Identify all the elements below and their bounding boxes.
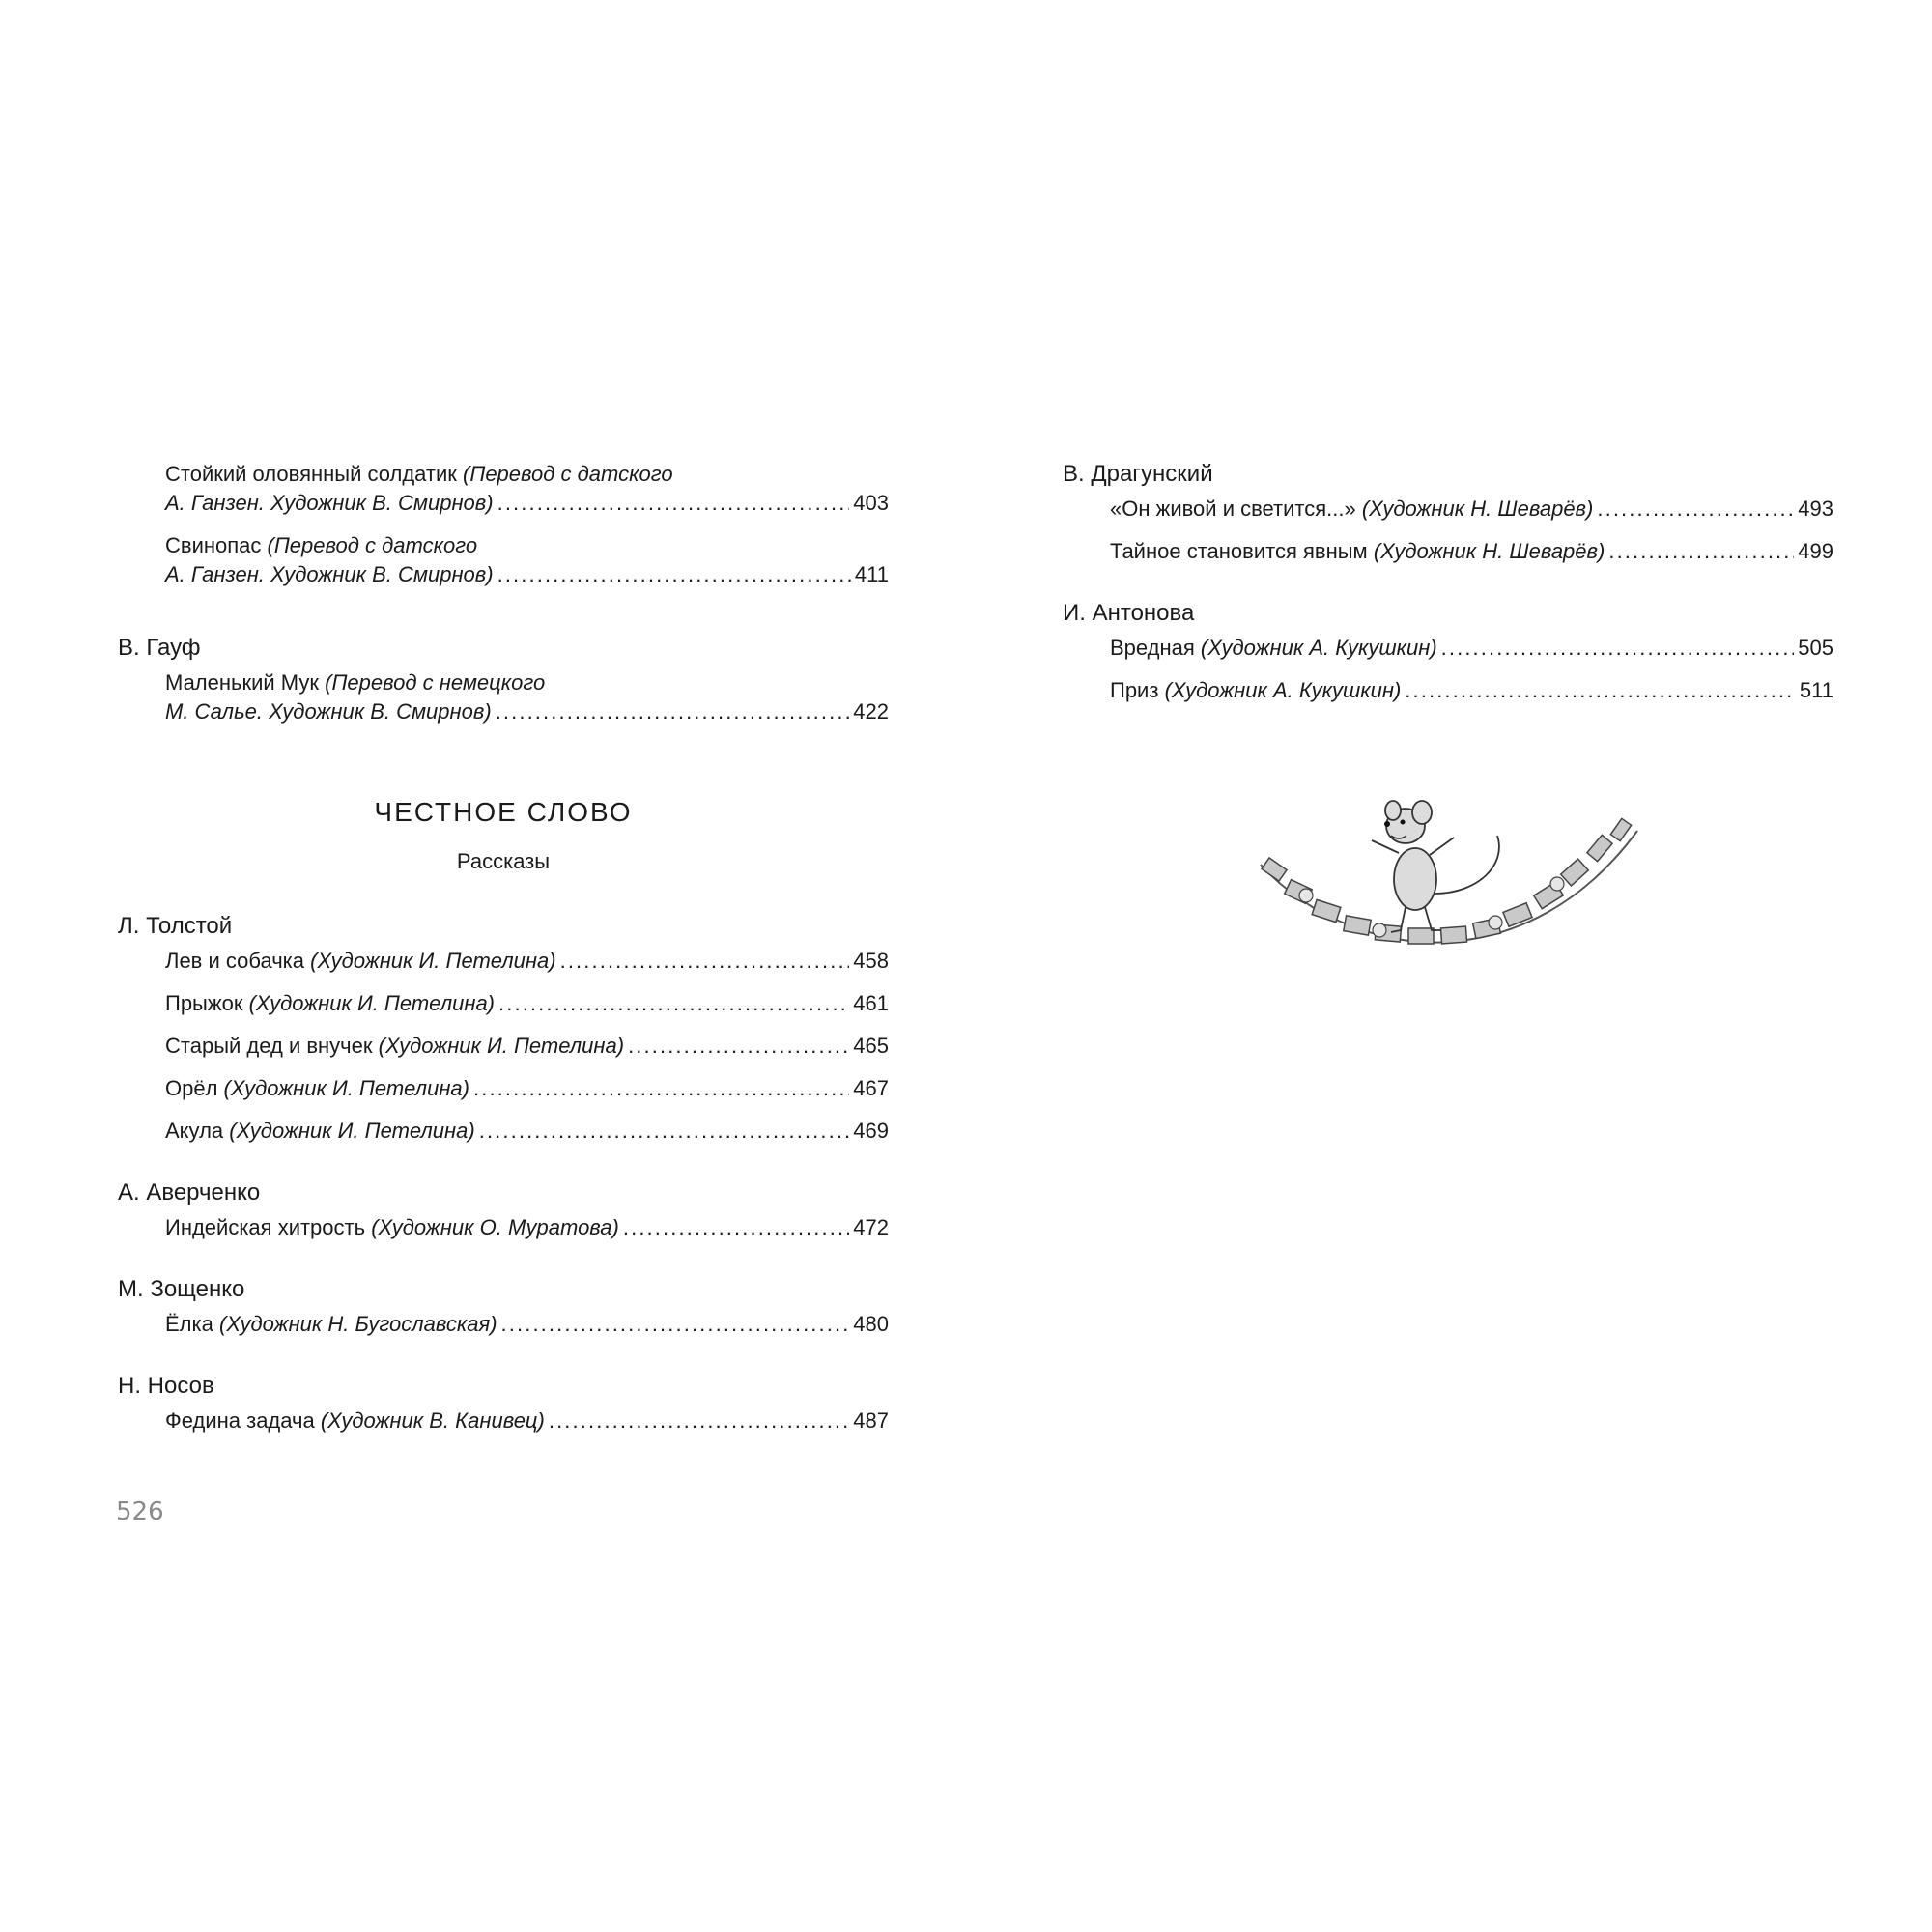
entry-note: (Художник В. Канивец)	[320, 1408, 545, 1433]
leader-dots	[628, 1032, 849, 1061]
entry-page: 422	[853, 699, 889, 724]
entry-note: (Художник А. Кукушкин)	[1200, 636, 1437, 660]
toc-entry[interactable]	[1110, 676, 1833, 705]
leader-dots	[501, 1310, 850, 1339]
author-name: Л. Толстой	[118, 913, 233, 939]
author-name: Н. Носов	[118, 1373, 214, 1399]
entry-title: Свинопас	[165, 533, 262, 557]
author-name: В. Гауф	[118, 635, 201, 661]
entry-title: Орёл	[165, 1076, 218, 1100]
section-subtitle: Рассказы	[456, 849, 551, 873]
toc-entry[interactable]	[165, 531, 889, 589]
entry-title: Федина задача	[165, 1408, 315, 1433]
entry-page: 487	[853, 1408, 889, 1433]
leader-dots	[479, 1117, 850, 1146]
toc-block-antonova	[1063, 599, 1833, 705]
entry-page: 480	[853, 1312, 889, 1336]
leader-dots	[623, 1213, 849, 1242]
toc-entry[interactable]	[165, 1310, 889, 1339]
author-name: В. Драгунский	[1063, 461, 1213, 487]
entry-page: 458	[853, 949, 889, 973]
toc-entry[interactable]	[165, 1213, 889, 1242]
leader-dots	[473, 1074, 849, 1103]
entry-page: 511	[1799, 678, 1833, 702]
leader-dots	[1597, 495, 1794, 524]
entry-note: (Перевод с датского	[267, 533, 478, 557]
toc-block-dragunsky	[1063, 460, 1833, 566]
leader-dots	[497, 560, 851, 589]
entry-page: 465	[853, 1034, 889, 1058]
toc-entry[interactable]	[165, 1032, 889, 1061]
page-number: 526	[116, 1497, 164, 1526]
toc-entry[interactable]	[165, 989, 889, 1018]
entry-note: (Художник И. Петелина)	[223, 1076, 469, 1100]
toc-block-averchenko	[118, 1179, 889, 1242]
leader-dots	[497, 489, 850, 518]
toc-entry[interactable]	[165, 1074, 889, 1103]
entry-note: (Художник О. Муратова)	[371, 1215, 619, 1239]
entry-page: 403	[853, 491, 889, 515]
entry-title: Приз	[1110, 678, 1159, 702]
entry-title: Вредная	[1110, 636, 1195, 660]
toc-entry[interactable]	[1110, 495, 1833, 524]
entry-page: 493	[1798, 497, 1833, 521]
toc-block-zoshchenko	[118, 1275, 889, 1339]
toc-entry[interactable]	[1110, 537, 1833, 566]
entry-title: Лев и собачка	[165, 949, 305, 973]
toc-entry[interactable]	[165, 460, 889, 518]
leader-dots	[1441, 634, 1795, 663]
entry-note: (Художник А. Кукушкин)	[1164, 678, 1402, 702]
toc-entry[interactable]	[165, 668, 889, 726]
leader-dots	[1608, 537, 1794, 566]
entry-note: (Перевод с немецкого	[325, 670, 546, 695]
toc-entry[interactable]	[1110, 634, 1833, 663]
section-title: ЧЕСТНОЕ СЛОВО	[374, 797, 633, 827]
author-name: М. Зощенко	[118, 1276, 245, 1302]
leader-dots	[496, 697, 850, 726]
entry-note: (Перевод с датского	[463, 462, 673, 486]
entry-title: Акула	[165, 1119, 224, 1143]
toc-block-gauf	[118, 634, 889, 726]
entry-note: (Художник Н. Шеварёв)	[1361, 497, 1594, 521]
entry-note: (Художник И. Петелина)	[378, 1034, 625, 1058]
entry-note: (Художник Н. Шеварёв)	[1373, 539, 1605, 563]
entry-title: Ёлка	[165, 1312, 213, 1336]
toc-right-column	[1063, 460, 1833, 738]
author-name: А. Аверченко	[118, 1179, 261, 1206]
leader-dots	[560, 947, 850, 976]
entry-note-cont: А. Ганзен. Художник В. Смирнов)	[165, 491, 494, 515]
entry-title: Индейская хитрость	[165, 1215, 366, 1239]
leader-dots	[1405, 676, 1796, 705]
entry-note-cont: А. Ганзен. Художник В. Смирнов)	[165, 562, 494, 586]
toc-entry[interactable]	[165, 1117, 889, 1146]
entry-title: Старый дед и внучек	[165, 1034, 373, 1058]
entry-title: «Он живой и светится...»	[1110, 497, 1356, 521]
toc-block-tolstoy	[118, 912, 889, 1146]
entry-title: Прыжок	[165, 991, 243, 1015]
entry-note: (Художник Н. Бугославская)	[219, 1312, 497, 1336]
toc-entry[interactable]	[165, 1406, 889, 1435]
entry-title: Тайное становится явным	[1110, 539, 1368, 563]
entry-page: 411	[854, 562, 889, 586]
toc-entry[interactable]	[165, 947, 889, 976]
entry-title: Маленький Мук	[165, 670, 320, 695]
entry-page: 461	[853, 991, 889, 1015]
entry-title: Стойкий оловянный солдатик	[165, 462, 457, 486]
entry-page: 469	[853, 1119, 889, 1143]
leader-dots	[498, 989, 849, 1018]
entry-page: 505	[1798, 636, 1833, 660]
toc-block-andersen	[118, 460, 889, 589]
entry-page: 467	[853, 1076, 889, 1100]
entry-page: 499	[1798, 539, 1833, 563]
entry-note: (Художник И. Петелина)	[229, 1119, 475, 1143]
mouse-garland-illustration	[1256, 787, 1642, 961]
entry-note-cont: М. Салье. Художник В. Смирнов)	[165, 699, 492, 724]
entry-page: 472	[853, 1215, 889, 1239]
toc-block-nosov	[118, 1372, 889, 1435]
entry-note: (Художник И. Петелина)	[310, 949, 556, 973]
leader-dots	[549, 1406, 849, 1435]
toc-left-column	[118, 460, 889, 1468]
entry-note: (Художник И. Петелина)	[248, 991, 496, 1015]
author-name: И. Антонова	[1063, 600, 1195, 626]
